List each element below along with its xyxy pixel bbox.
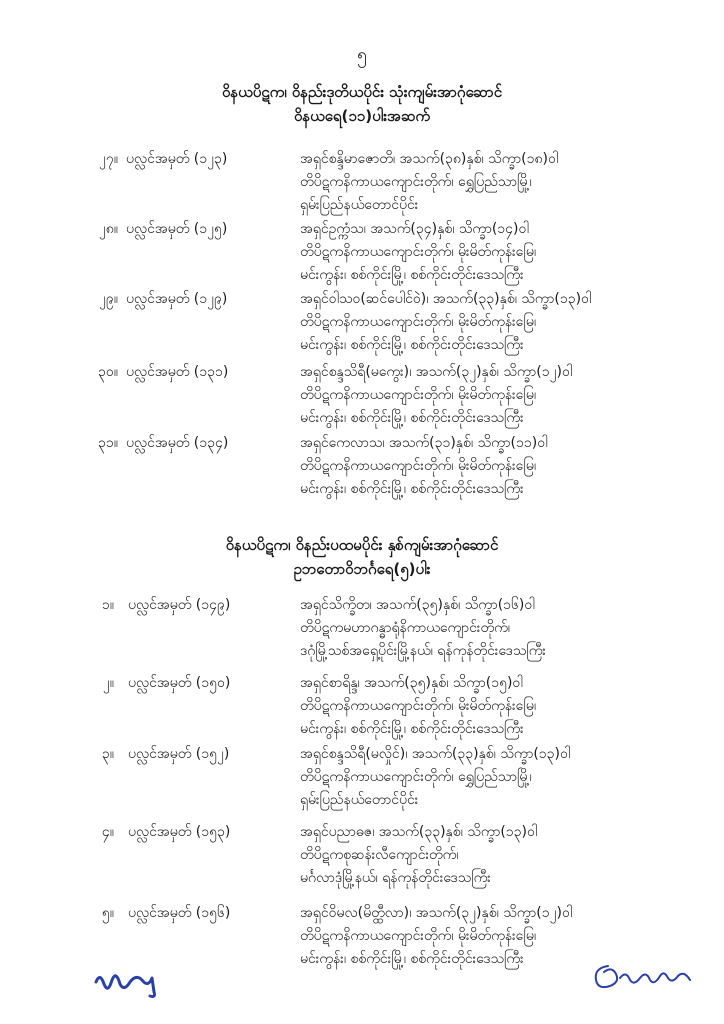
entry-number: ၄။ [101,824,114,840]
entry-number: ၂၈။ [98,221,118,237]
entry-details [300,821,710,890]
entry-details [300,218,710,287]
entry-roll: ပလ္လင်အမှတ် (၁၃၄) [126,435,229,451]
entry-line: အရှင်စာရိန္ဒ၊ အသက်(၃၅)နှစ်၊ သိက္ခာ(၁၅)ဝါ [300,675,523,691]
section-heading-2 [0,533,724,581]
entry-line: မင်းကွန်း၊ စစ်ကိုင်းမြို့၊ စစ်ကိုင်းတိုင်းဒေသကြီး [300,951,524,967]
entry-roll: ပလ္လင်အမှတ် (၁၅၂) [128,746,230,762]
entry-line: ရှမ်းပြည်နယ်တောင်ပိုင်း [300,792,419,808]
entry-roll: ပလ္လင်အမှတ် (၁၂၃) [126,151,228,167]
entry-roll: ပလ္လင်အမှတ် (၁၅၃) [128,824,231,840]
entry-line: တိပိဋကနိကာယကျောင်းတိုက်၊ ရွှေပြည်သာမြို့၊ [300,769,532,785]
entry-details [300,743,710,812]
entry-line: အရှင်ပညာဓဇ၊ အသက်(၃၃)နှစ်၊ သိက္ခာ(၁၃)ဝါ [300,824,538,840]
entry-number: ၂။ [102,675,114,691]
entry-line: အရှင်သိက္ခိတ၊ အသက်(၃၅)နှစ်၊ သိက္ခာ(၁၆)ဝါ [300,597,535,613]
entry-number: ၃။ [101,746,114,762]
entry-line: တိပိဋကမဟာဂန္ဓာရုံနိကာယကျောင်းတိုက်၊ [300,620,510,636]
entry-roll: ပလ္လင်အမှတ် (၁၅၀) [128,675,231,691]
entry-number: ၃၀။ [98,364,118,380]
entry-line: အရှင်ကေလာသ၊ အသက်(၃၁)နှစ်၊ သိက္ခာ(၁၁)ဝါ [300,435,548,451]
entry-line: မင်းကွန်း၊ စစ်ကိုင်းမြို့၊ စစ်ကိုင်းတိုင်းဒေသကြီး [300,267,524,283]
entry-line: အရှင်စန္ဒသိရီ(မကွေး)၊ အသက်(၃၂)နှစ်၊ သိက္ခာ(၁၂)ဝါ [300,364,573,380]
entry-line: တိပိဋကနိကာယကျောင်းတိုက်၊ မိုးမိတ်ကုန်းမြေ၊ [300,314,537,330]
entry-line: အရှင်ဝါသဝ(ဆင်ပေါင်ဝဲ)၊ အသက်(၃၃)နှစ်၊ သိက္ခာ(၁၃)ဝါ [300,291,592,307]
entry-number: ၂၉။ [99,291,118,307]
entry-line: တိပိဋကနိကာယကျောင်းတိုက်၊ မိုးမိတ်ကုန်းမြေ၊ [300,698,537,714]
section-heading-1-line1: ဝိနယပိဋက၊ ဝိနည်းဒုတိယပိုင်း သုံးကျမ်းအာဂုံဆောင် [221,83,503,101]
entry-details [300,672,710,741]
entry-line: မင်းကွန်း၊ စစ်ကိုင်းမြို့၊ စစ်ကိုင်းတိုင်းဒေသကြီး [300,410,524,426]
entry-line: ဒဂုံမြို့သစ်အရှေ့ပိုင်းမြို့နယ်၊ ရန်ကုန်တိုင်းဒေသကြီး [300,643,546,659]
entry-number: ၅။ [101,905,114,921]
entry-roll: ပလ္လင်အမှတ် (၁၅၆) [128,905,231,921]
entry-roll: ပလ္လင်အမှတ် (၁၂၉) [126,291,228,307]
entry-line: တိပိဋကနိကာယကျောင်းတိုက်၊ ရွှေပြည်သာမြို့၊ [300,174,532,190]
entry-line: တိပိဋကနိကာယကျောင်းတိုက်၊ မိုးမိတ်ကုန်းမြေ၊ [300,458,537,474]
entry-line: အရှင်စန္ဒသိရီ(မလှိုင်)၊ အသက်(၃၃)နှစ်၊ သိက္ခာ(၁၃)ဝါ [300,746,571,762]
entry-roll: ပလ္လင်အမှတ် (၁၃၁) [126,364,229,380]
section-heading-1-line2: ဝိနယရေ(၁၁)ပါးအဆက် [294,107,430,125]
entry-details [300,432,710,501]
entry-details [300,148,710,217]
entry-line: တိပိဋကနိကာယကျောင်းတိုက်၊ မိုးမိတ်ကုန်းမြေ၊ [300,387,537,403]
entry-line: အရှင်ဥက္ကံသ၊ အသက်(၃၄)နှစ်၊ သိက္ခာ(၁၄)ဝါ [300,221,529,237]
entry-line: ရှမ်းပြည်နယ်တောင်ပိုင်း [300,197,419,213]
entry-details [300,288,710,357]
section-heading-2-line1: ဝိနယပိဋက၊ ဝိနည်းပထမပိုင်း နှစ်ကျမ်းအာဂုံဆောင် [225,536,499,554]
section-heading-2-line2: ဥဘတောဝိဘင်္ဂရေ(၅)ပါး [293,560,431,578]
entry-details [300,594,710,663]
entry-number: ၁။ [101,597,114,613]
entry-line: တိပိဋကစုဆန်းလီကျောင်းတိုက်၊ [300,847,459,863]
entry-line: အရှင်စန္ဒိမာဇောတိ၊ အသက်(၃၈)နှစ်၊ သိက္ခာ(၁၈)ဝါ [300,151,559,167]
entry-number: ၂၇။ [99,151,118,167]
entry-line: မင်္ဂလာဒုံမြို့နယ်၊ ရန်ကုန်တိုင်းဒေသကြီး [300,870,491,886]
entry-number: ၃၁။ [98,435,118,451]
entry-line: တိပိဋကနိကာယကျောင်းတိုက်၊ မိုးမိတ်ကုန်းမြေ၊ [300,244,537,260]
entry-details [300,361,710,430]
section-heading-1 [0,80,724,128]
entry-line: အရှင်ဝိမလ(မိတ္ထီလာ)၊ အသက်(၃၂)နှစ်၊ သိက္ခာ(၁၂)ဝါ [300,905,573,921]
entry-line: မင်းကွန်း၊ စစ်ကိုင်းမြို့၊ စစ်ကိုင်းတိုင်းဒေသကြီး [300,721,524,737]
signature-left-mark [92,962,172,1002]
page-number: ၅ [356,44,368,65]
entry-line: တိပိဋကနိကာယကျောင်းတိုက်၊ မိုးမိတ်ကုန်းမြေ၊ [300,928,537,944]
entry-line: မင်းကွန်း၊ စစ်ကိုင်းမြို့၊ စစ်ကိုင်းတိုင်းဒေသကြီး [300,481,524,497]
entry-line: မင်းကွန်း၊ စစ်ကိုင်းမြို့၊ စစ်ကိုင်းတိုင်းဒေသကြီး [300,337,524,353]
signature-right-mark [590,956,700,996]
entry-roll: ပလ္လင်အမှတ် (၁၂၅) [126,221,228,237]
entry-roll: ပလ္လင်အမှတ် (၁၄၉) [128,597,231,613]
